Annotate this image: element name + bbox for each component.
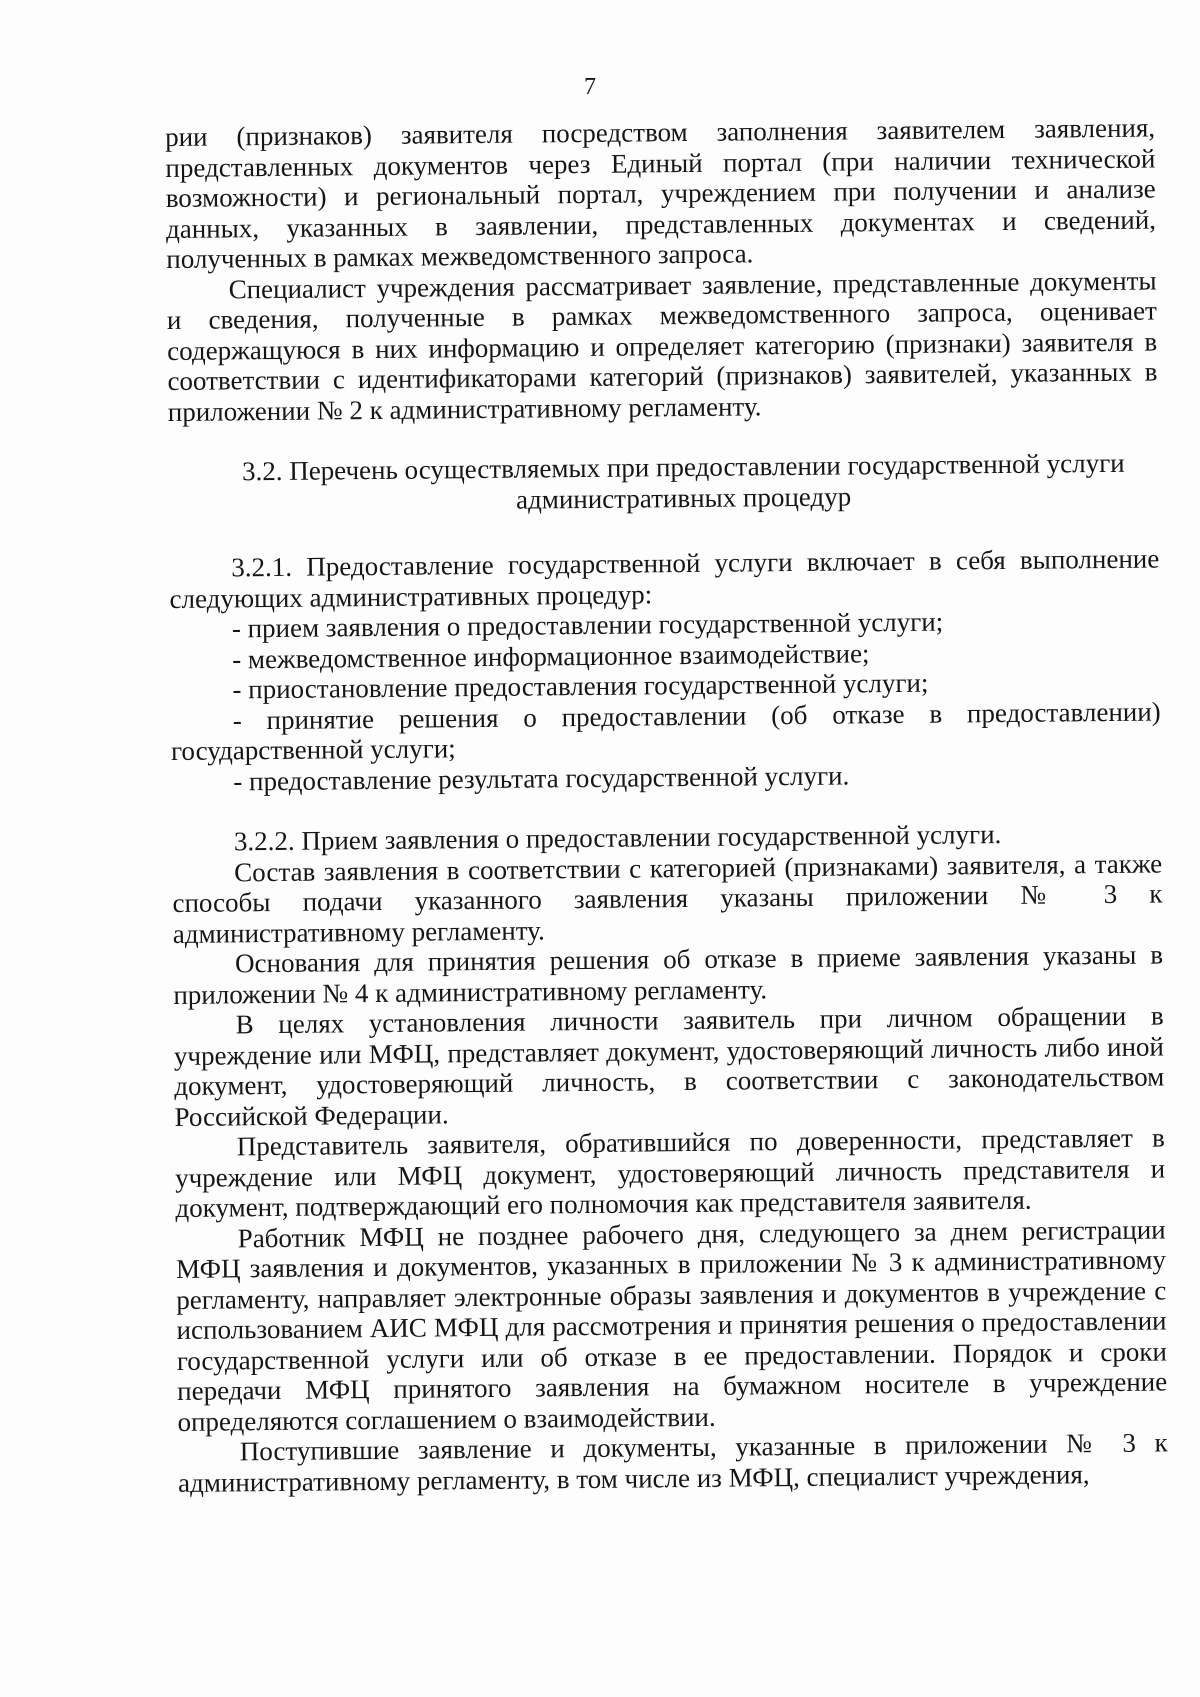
procedure-item: - принятие решения о предоставлении (об отказе в предоставлении) государственной услуги; bbox=[170, 695, 1161, 766]
received-documents-paragraph: Поступившие заявление и документы, указанные в приложении № 3 к административному регламенту, в том числе из МФЦ, специалист учреждения, bbox=[177, 1427, 1168, 1498]
procedure-item: - межведомственное информационное взаимодействие; bbox=[232, 637, 870, 674]
grounds-paragraph: Основания для принятия решения об отказе в приеме заявления указаны в приложении № 4 к административному регламенту. bbox=[173, 939, 1164, 1010]
specialist-paragraph: Специалист учреждения рассматривает заявление, представленные документы и сведения, полученные в рамках межведомственного запроса, оценивает содержащуюся в них информацию и определяет категорию (признаки) заявителя в соответствии с идентификаторами категорий (признаков) заявителей, указанных в приложении № 2 к административному регламенту. bbox=[166, 264, 1158, 427]
section-heading: 3.2. Перечень осуществляемых при предоставлении государственной услуги административных процедур bbox=[241, 447, 1125, 515]
procedure-item: - предоставление результата государственной услуги. bbox=[233, 759, 850, 796]
procedure-item: - приостановление предоставления государственной услуги; bbox=[232, 667, 929, 705]
identity-paragraph: В целях установления личности заявитель при личном обращении в учреждение или МФЦ, представляет документ, удостоверяющий личность либо иной документ, удостоверяющий личность, в соответствии с законодательством Российской Федерации. bbox=[173, 1000, 1165, 1132]
subsection-title: 3.2.2. Прием заявления о предоставлении государственной услуги. bbox=[233, 819, 1002, 857]
procedures-intro-paragraph: 3.2.1. Предоставление государственной услуги включает в себя выполнение следующих административных процедур: bbox=[169, 543, 1160, 614]
representative-paragraph: Представитель заявителя, обратившийся по доверенности, представляет в учреждение или МФЦ документ, удостоверяющий личность представителя и документ, подтверждающий его полномочия как представителя заявителя. bbox=[174, 1122, 1166, 1223]
procedures-list bbox=[170, 604, 1162, 796]
procedure-item: - прием заявления о предоставлении государственной услуги; bbox=[231, 606, 944, 644]
composition-paragraph: Состав заявления в соответствии с категорией (признаками) заявителя, а также способы подачи указанного заявления указаны приложении № 3 к административному регламенту. bbox=[172, 847, 1163, 949]
mfc-worker-paragraph: Работник МФЦ не позднее рабочего дня, следующего за днем регистрации МФЦ заявления и документов, указанных в приложении № 3 к административному регламенту, направляет электронные образы заявления и документов в учреждение с использованием АИС МФЦ для рассмотрения и принятия решения о предоставлении государственной услуги или об отказе в ее предоставлении. Порядок и сроки передачи МФЦ принятого заявления на бумажном носителе в учреждение определяются соглашением о взаимодействии. bbox=[175, 1213, 1168, 1437]
intro-paragraph: рии (признаков) заявителя посредством заполнения заявителем заявления, представленных документов через Единый портал (при наличии технической возможности) и региональный портал, учреждением при получении и анализе данных, указанных в заявлении, представленных документах и сведений, полученных в рамках межведомственного запроса. bbox=[165, 112, 1157, 274]
page-content bbox=[165, 112, 1168, 1497]
page-number: 7 bbox=[584, 74, 596, 100]
